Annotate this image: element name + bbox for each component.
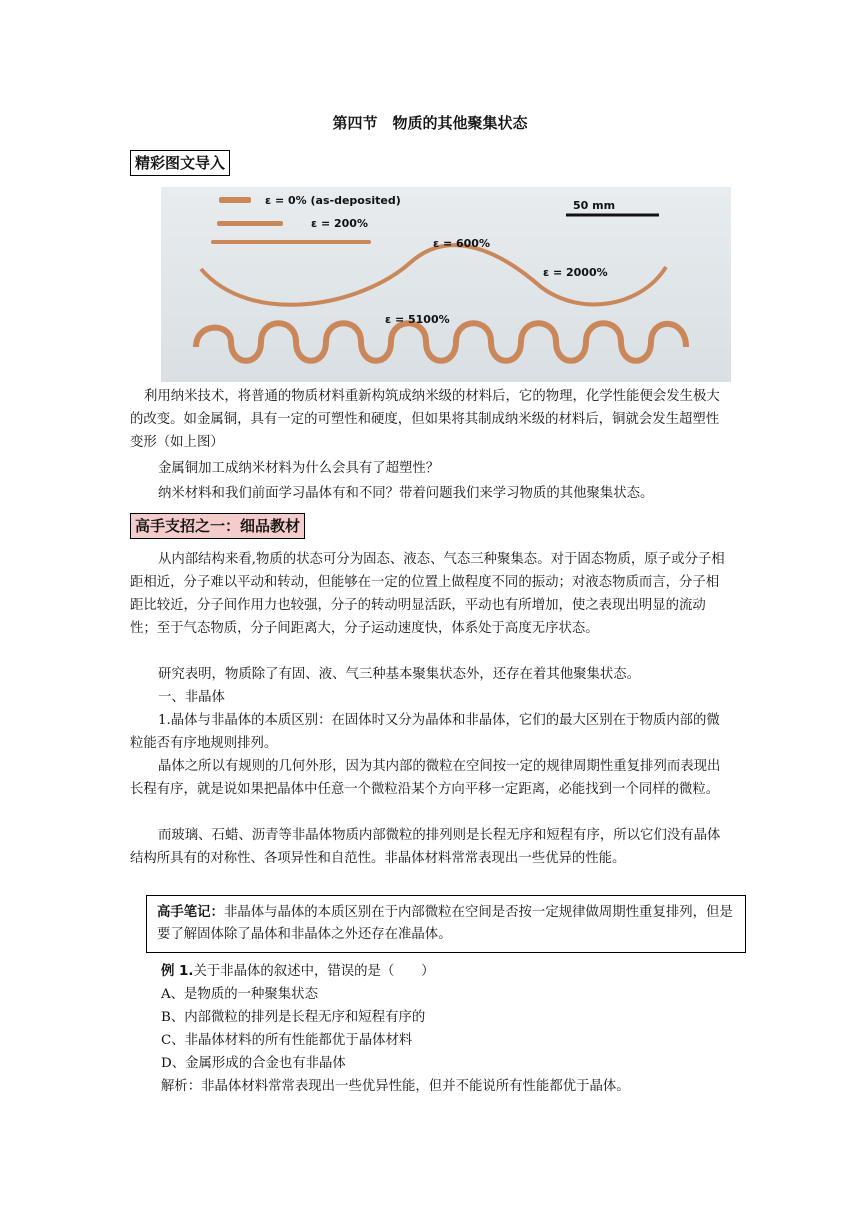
option-c: C、非晶体材料的所有性能都优于晶体材料 [161, 1033, 413, 1048]
option-d: D、金属形成的合金也有非晶体 [161, 1056, 346, 1071]
intro-paragraph-3: 纳米材料和我们前面学习晶体有和不同？带着问题我们来学习物质的其他聚集状态。 [158, 486, 654, 501]
label-600: ε = 600% [433, 237, 490, 250]
superplastic-copper-figure [161, 187, 731, 382]
intro-paragraph-2: 金属铜加工成纳米材料为什么会具有了超塑性？ [158, 461, 440, 476]
page-title: 第四节 物质的其他聚集状态 [332, 114, 528, 132]
section-heading-intro: 精彩图文导入 [130, 150, 230, 176]
body-paragraph-5: 而玻璃、石蜡、沥青等非晶体物质内部微粒的排列则是长程无序和短程有序，所以它们没有晶体结构所具有的对称性、各项异性和自范性。非晶体材料常常表现出一些优异的性能。 [130, 828, 721, 866]
example-question-text: 关于非晶体的叙述中，错误的是（ ） [193, 964, 435, 979]
option-b: B、内部微粒的排列是长程无序和短程有序的 [161, 1010, 426, 1025]
body-paragraph-4: 晶体之所以有规则的几何外形，因为其内部的微粒在空间按一定的规律周期性重复排列而表现出长程有序，就是说如果把晶体中任意一个微粒沿某个方向平移一定距离，必能找到一个同样的微粒。 [130, 759, 721, 797]
example-label: 例 1. [161, 964, 194, 979]
strip-200 [217, 221, 283, 226]
note-text: 非晶体与晶体的本质区别在于内部微粒在空间是否按一定规律做周期性重复排列，但是要了解固体除了晶体和非晶体之外还存在准晶体。 [157, 905, 733, 942]
option-a: A、是物质的一种聚集状态 [161, 987, 318, 1002]
label-2000: ε = 2000% [543, 266, 608, 279]
body-paragraph-2: 研究表明，物质除了有固、液、气三种基本聚集状态外，还存在着其他聚集状态。 [158, 667, 641, 682]
scale-label: 50 mm [573, 199, 616, 212]
note-label: 高手笔记： [157, 905, 224, 920]
body-paragraph-1: 从内部结构来看,物质的状态可分为固态、液态、气态三种聚集态。对于固态物质，原子或分子相距相近，分子难以平动和转动，但能够在一定的位置上做程度不同的振动；对液态物质而言，分子相距比较近，分子间作用力也较强，分子的转动明显活跃，平动也有所增加，使之表现出明显的流动性；至于气态物质，分子间距离大，分子运动速度快，体系处于高度无序状态。 [130, 552, 725, 636]
section-heading-textbook: 高手支招之一：细品教材 [130, 513, 305, 539]
body-paragraph-3: 1.晶体与非晶体的本质区别：在固体时又分为晶体和非晶体，它们的最大区别在于物质内部的微粒能否有序地规则排列。 [130, 713, 720, 751]
label-5100: ε = 5100% [385, 313, 450, 326]
label-200: ε = 200% [311, 217, 368, 230]
example-analysis: 解析：非晶体材料常常表现出一些优异性能，但并不能说所有性能都优于晶体。 [161, 1079, 630, 1094]
intro-paragraph-1: 利用纳米技术，将普通的物质材料重新构筑成纳米级的材料后，它的物理，化学性能便会发生极大的改变。如金属铜，具有一定的可塑性和硬度，但如果将其制成纳米级的材料后，铜就会发生超塑性变形（如上图） [130, 389, 720, 450]
label-0: ε = 0% (as-deposited) [265, 194, 401, 207]
strip-0 [219, 197, 251, 203]
subheading-amorphous: 一、非晶体 [158, 690, 225, 705]
example-question [161, 960, 721, 983]
strip-600 [211, 240, 371, 244]
expert-note-box [146, 895, 746, 953]
